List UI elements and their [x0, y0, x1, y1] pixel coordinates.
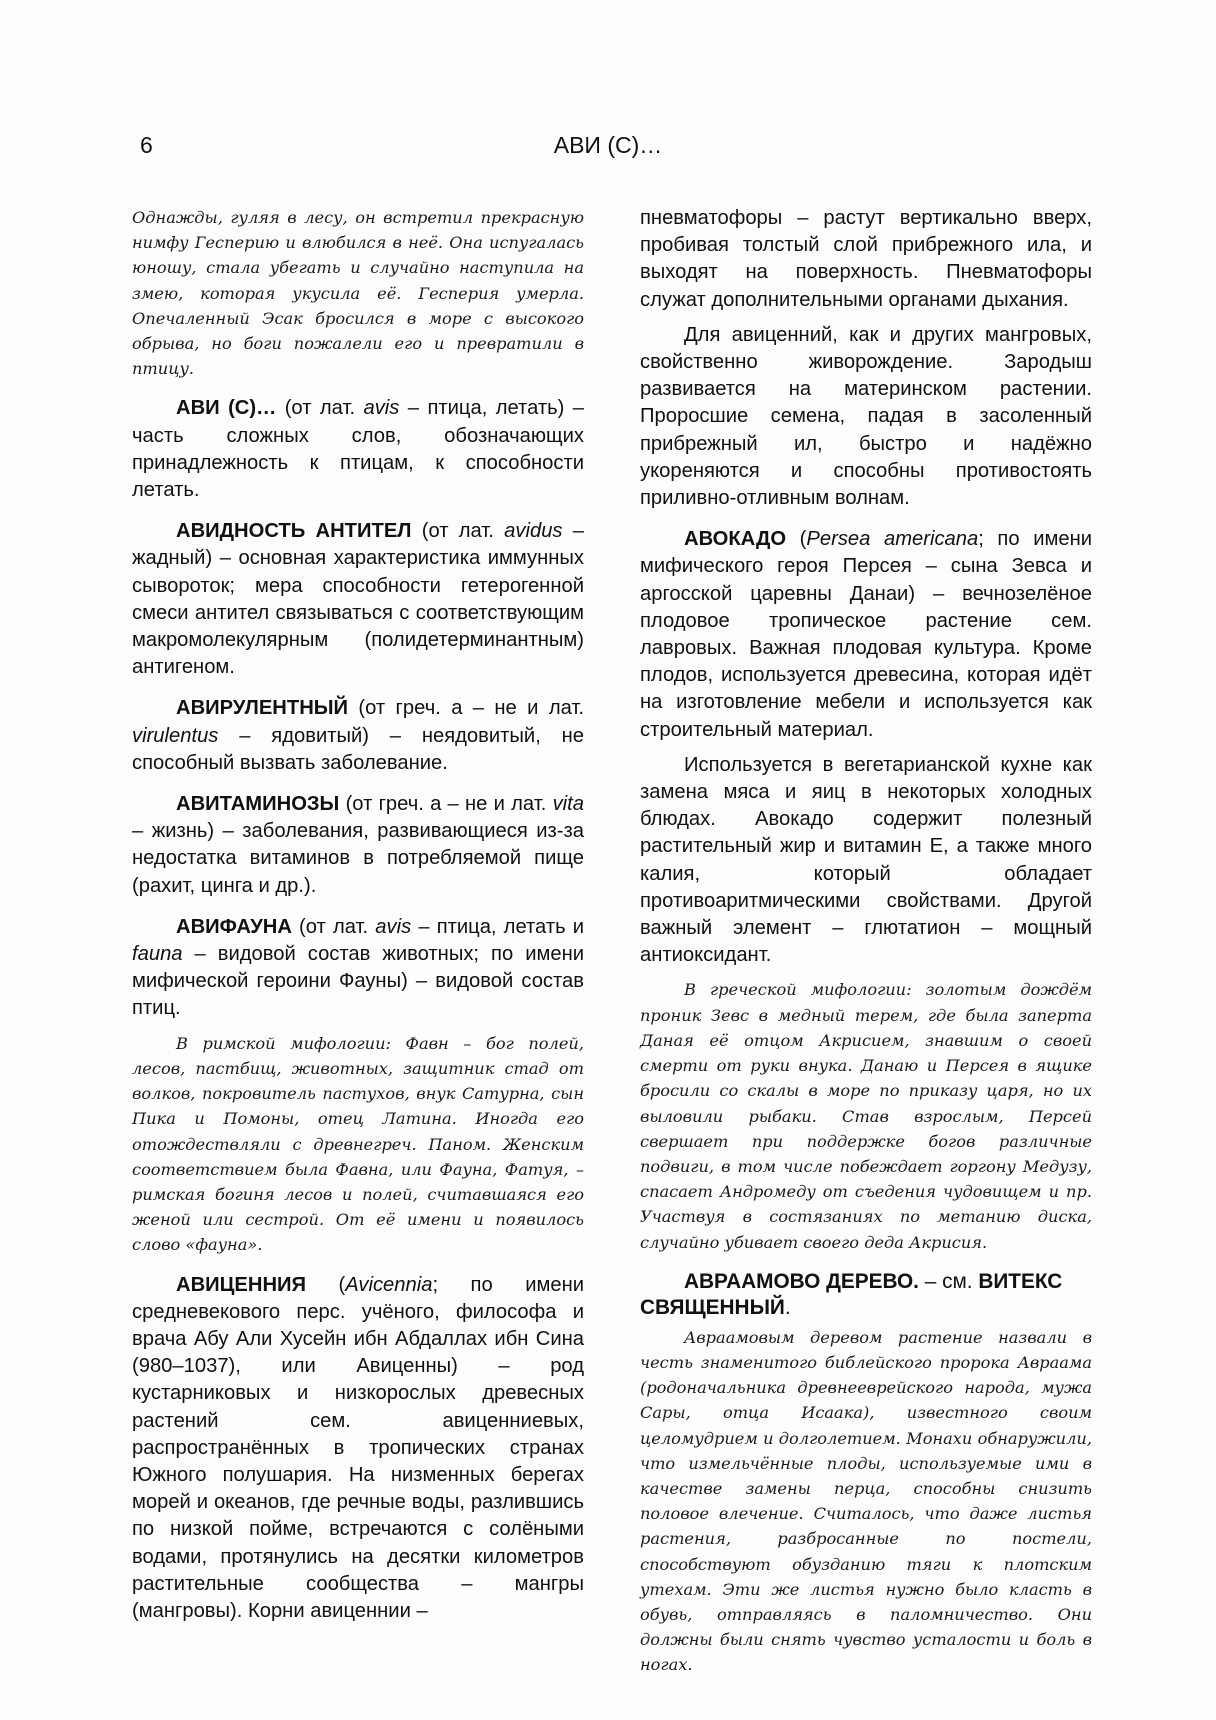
headword: АВИ (С)… [176, 397, 277, 420]
running-title: АВИ (С)… [553, 132, 663, 158]
entry-avidnost: АВИДНОСТЬ АНТИТЕЛ (от лат. avidus – жадный) – основная характеристика иммунных сывороток; мера способности гетерогенной смеси антител связываться с соответствующим макромолекулярным (полидетерминантным) антигеном. [132, 520, 584, 679]
headword: АВИДНОСТЬ АНТИТЕЛ [176, 520, 412, 543]
entry-avicennia: АВИЦЕННИЯ (Avicennia; по имени средневекового перс. учёного, философа и врача Абу Али Хусейн ибн Абдаллах ибн Сина (980–1037), или Авиценны) – род кустарниковых и низкорослых древесных растений сем. авиценниевых, распространённых в тропических странах Южного полушария. На низменных берегах морей и океанов, где речные воды, разлившись по низкой пойме, встречаются с солёными водами, протянулись на десятки километров растительные сообщества – мангры (мангровы). Корни авиценнии – [132, 1273, 584, 1622]
entry-avitaminozy: АВИТАМИНОЗЫ (от греч. а – не и лат. vita – жизнь) – заболевания, развивающиеся из-за недостатка витаминов в потребляемой пище (рахит, цинга и др.). [132, 793, 584, 897]
myth-note-faun: В римской мифологии: Фавн – бог полей, лесов, пастбищ, животных, защитник стад от волков, покровитель пастухов, внук Сатурна, сын Пика и Помоны, отец Латина. Иногда его отождествляли с древнегреч. Паном. Женским соответствием была Фавна, или Фауна, Фатуя, – римская богиня лесов и полей, считавшаяся его женой или сестрой. От её имени и появилось слово «фауна». [132, 1033, 584, 1255]
cross-reference: ВИТЕКС СВЯЩЕННЫЙ [640, 1269, 1063, 1319]
avokado-paragraph-2: Используется в вегетарианской кухне как замена мяса и яиц в некоторых холодных блюдах. Авокадо содержит полезный растительный жир и витамин Е, а также много калия, который обладает противоаритмическими свойствами. Другой важный элемент – глютатион – мощный антиоксидант. [640, 753, 1092, 967]
entry-avokado: АВОКАДО (Persea americana; по имени мифического героя Персея – сына Зевса и аргосской царевны Данаи) – вечнозелёное плодовое тропическое растение сем. лавровых. Важная плодовая культура. Кроме плодов, используется древесина, которая идёт на изготовление мебели и используется как строительный материал. [640, 528, 1092, 741]
left-column [132, 205, 584, 1639]
headword: АВОКАДО [684, 528, 787, 551]
headword: АВИРУЛЕНТНЫЙ [176, 697, 349, 720]
page-number: 6 [140, 132, 153, 158]
entry-avi: АВИ (С)… (от лат. avis – птица, летать) – часть сложных слов, обозначающих принадлежность к птицам, к способности летать. [132, 397, 584, 502]
myth-note-esak: Однажды, гуляя в лесу, он встретил прекрасную нимфу Гесперию и влюбился в неё. Она испугалась юношу, стала убегать и случайно наступила на змею, которая укусила её. Гесперия умерла. Опечаленный Эсак бросился в море с высокого обрыва, но боги пожалели его и превратили в птицу. [132, 208, 584, 379]
myth-note-avraam: Авраамовым деревом растение назвали в честь знаменитого библейского пророка Авраама (родоначальника древнееврейского народа, мужа Сары, отца Исаака), известного своим целомудрием и долголетием. Монахи обнаружили, что измельчённые плоды, используемые ими в качестве замены перца, способны снизить половое влечение. Считалось, что даже листья растения, разбросанные по постели, способствуют обузданию тяги к плотским утехам. Эти же листья нужно было класть в обувь, отправляясь в паломничество. Они должны были снять чувство усталости и боль в ногах. [640, 1327, 1092, 1675]
entry-avraamovo: АВРААМОВО ДЕРЕВО. – см. ВИТЕКС СВЯЩЕННЫЙ. [640, 1269, 1063, 1319]
headword: АВРААМОВО ДЕРЕВО. [684, 1269, 919, 1293]
headword: АВИТАМИНОЗЫ [176, 793, 340, 816]
right-column [640, 205, 1092, 1692]
entry-avirulent: АВИРУЛЕНТНЫЙ (от греч. а – не и лат. virulentus – ядовитый) – неядовитый, не способный вызвать заболевание. [132, 697, 584, 774]
headword: АВИЦЕННИЯ [176, 1273, 307, 1296]
headword: АВИФАУНА [176, 915, 292, 938]
avicennia-paragraph-2: Для авиценний, как и других мангровых, свойственно живорождение. Зародыш развивается на материнском растении. Проросшие семена, падая в засоленный прибрежный ил, быстро и надёжно укореняются и способны противостоять приливно-отливным волнам. [640, 323, 1092, 510]
myth-note-persey: В греческой мифологии: золотым дождём проник Зевс в медный терем, где была заперта Даная её отцом Акрисием, знавшим о своей смерти от руки внука. Данаю и Персея в ящике бросили со скалы в море по приказу царя, но их выловили рыбаки. Став взрослым, Персей свершает при поддержке богов различные подвиги, в том числе побеждает горгону Медузу, спасает Андромеду от съедения чудовищем и пр. Участвуя в состязаниях по метанию диска, случайно убивает своего деда Акрисия. [640, 980, 1092, 1252]
entry-avifauna: АВИФАУНА (от лат. avis – птица, летать и fauna – видовой состав животных; по имени мифической героини Фауны) – видовой состав птиц. [132, 915, 584, 1020]
avicennia-continuation: пневматофоры – растут вертикально вверх, пробивая толстый слой прибрежного ила, и выходят на поверхность. Пневматофоры служат дополнительными органами дыхания. [640, 207, 1092, 311]
